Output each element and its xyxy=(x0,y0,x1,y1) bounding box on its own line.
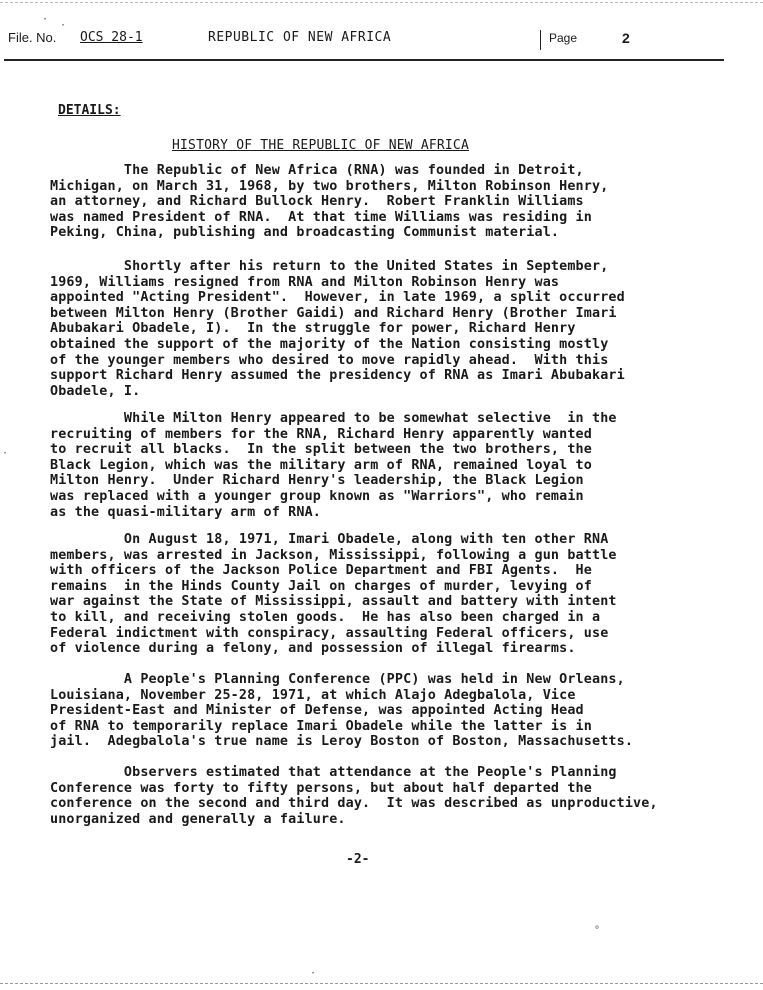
details-heading: DETAILS: xyxy=(58,103,121,118)
scan-edge-top xyxy=(0,2,763,3)
footer-page-number: -2- xyxy=(346,852,370,867)
header-title: REPUBLIC OF NEW AFRICA xyxy=(208,30,392,45)
file-number: OCS 28-1 xyxy=(80,30,143,45)
scan-speck: ° xyxy=(594,925,601,936)
header-rule xyxy=(4,59,724,61)
scan-speck: · xyxy=(310,968,317,979)
page-header xyxy=(8,30,743,50)
scan-speck: · xyxy=(42,14,49,25)
paragraph-attendance: Observers estimated that attendance at the People's Planning Conference was forty to fifty persons, but about half departed the conference on the second and third day. It was described as unproductive, unorganized and generally a failure. xyxy=(50,765,658,827)
paragraph-split: Shortly after his return to the United States in September, 1969, Williams resigned from RNA and Milton Robinson Henry was appointed "Acting President". However, in late 1969, a split occurred between Milton Henry (Brother Gaidi) and Richard Henry (Brother Imari Abubakari Obadele, I). In the struggle for power, Richard Henry obtained the support of the majority of the Nation consisting mostly of the younger members who desired to move rapidly ahead. With this support Richard Henry assumed the presidency of RNA as Imari Abubakari Obadele, I. xyxy=(50,259,625,399)
paragraph-conference: A People's Planning Conference (PPC) was held in New Orleans, Louisiana, November 25-28, 1971, at which Alajo Adegbalola, Vice President-East and Minister of Defense, was appointed Acting Head of RNA to temporarily replace Imari Obadele while the latter is in jail. Adegbalola's true name is Leroy Boston of Boston, Massachusetts. xyxy=(50,672,634,750)
scan-speck: · xyxy=(2,448,9,459)
scan-speck: · xyxy=(60,20,67,31)
page-label: Page xyxy=(549,31,578,45)
scan-edge-bottom xyxy=(0,983,763,984)
header-divider xyxy=(540,30,541,50)
paragraph-arrest: On August 18, 1971, Imari Obadele, along with ten other RNA members, was arrested in Jackson, Mississippi, following a gun battle with officers of the Jackson Police Department and FBI Agents. He remains in the Hinds County Jail on charges of murder, levying of war against the State of Mississippi, assault and battery with intent to kill, and receiving stolen goods. He has also been charged in a Federal indictment with conspiracy, assaulting Federal officers, use of violence during a felony, and possession of illegal firearms. xyxy=(50,532,617,657)
paragraph-recruiting: While Milton Henry appeared to be somewhat selective in the recruiting of members for the RNA, Richard Henry apparently wanted to recruit all blacks. In the split between the two brothers, the Black Legion, which was the military arm of RNA, remained loyal to Milton Henry. Under Richard Henry's leadership, the Black Legion was replaced with a younger group known as "Warriors", who remain as the quasi-military arm of RNA. xyxy=(50,411,617,520)
file-number-label: File. No. xyxy=(8,30,57,45)
document-title: HISTORY OF THE REPUBLIC OF NEW AFRICA xyxy=(172,138,469,153)
page-number: 2 xyxy=(622,30,630,46)
paragraph-founding: The Republic of New Africa (RNA) was founded in Detroit, Michigan, on March 31, 1968, by two brothers, Milton Robinson Henry, an attorney, and Richard Bullock Henry. Robert Franklin Williams was named President of RNA. At that time Williams was residing in Peking, China, publishing and broadcasting Communist material. xyxy=(50,163,609,241)
